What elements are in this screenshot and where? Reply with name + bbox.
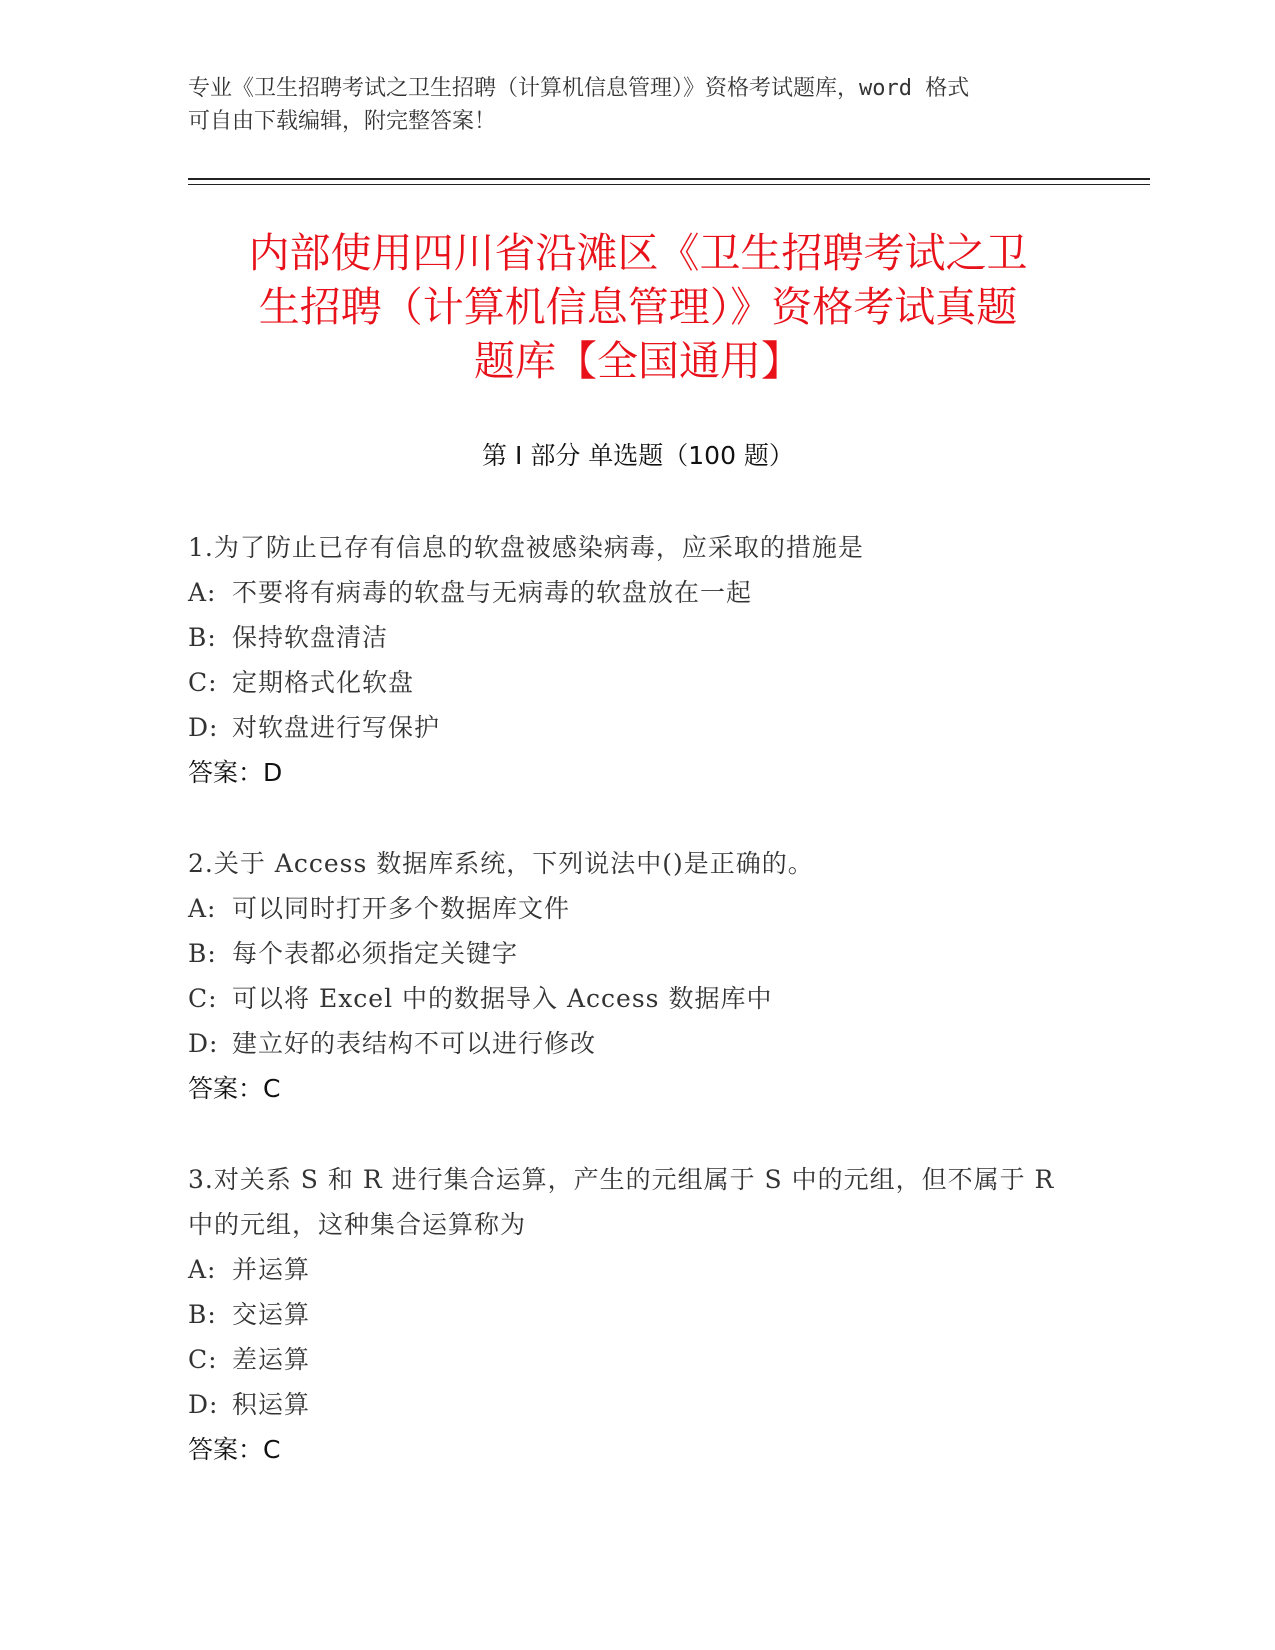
option-letter: D: [188, 713, 219, 742]
header-note-line-1: 专业《卫生招聘考试之卫生招聘（计算机信息管理）》资格考试题库，word 格式 [188, 76, 970, 101]
option-c [188, 1337, 1088, 1382]
option-text: 对软盘进行写保护 [232, 713, 441, 742]
option-letter: C: [188, 1345, 218, 1374]
option-letter: C: [188, 984, 218, 1013]
document-title-line-1: 内部使用四川省沿滩区《卫生招聘考试之卫 [248, 229, 1028, 277]
question-stem: 3.对关系 S 和 R 进行集合运算，产生的元组属于 S 中的元组，但不属于 R 中的元组，这种集合运算称为 [188, 1165, 1055, 1239]
option-letter: A: [188, 894, 217, 923]
option-text: 定期格式化软盘 [232, 668, 415, 697]
document-title-line-2: 生招聘（计算机信息管理）》资格考试真题 [258, 283, 1018, 331]
option-a [188, 570, 1088, 615]
option-text: 可以将 Excel 中的数据导入 Access 数据库中 [232, 984, 773, 1013]
option-text: 不要将有病毒的软盘与无病毒的软盘放在一起 [232, 578, 753, 607]
document-title-line-3: 题库【全国通用】 [474, 337, 802, 385]
option-d [188, 1382, 1088, 1427]
option-c [188, 976, 1088, 1021]
header-note-line-2: 可自由下载编辑，附完整答案！ [188, 109, 497, 134]
question-list [188, 525, 1088, 1518]
option-c [188, 660, 1088, 705]
document-title [188, 226, 1088, 388]
header-note [188, 72, 1088, 138]
question-3 [188, 1157, 1088, 1472]
option-letter: B: [188, 939, 217, 968]
option-text: 交运算 [232, 1300, 311, 1329]
option-letter: B: [188, 623, 217, 652]
option-b [188, 615, 1088, 660]
option-letter: C: [188, 668, 218, 697]
option-text: 积运算 [232, 1390, 311, 1419]
question-stem: 1.为了防止已存有信息的软盘被感染病毒，应采取的措施是 [188, 533, 864, 562]
answer: 答案：C [188, 1074, 281, 1103]
section-title: 第 I 部分 单选题（100 题） [482, 441, 794, 470]
option-text: 可以同时打开多个数据库文件 [232, 894, 571, 923]
option-a [188, 1247, 1088, 1292]
option-letter: B: [188, 1300, 217, 1329]
answer: 答案：D [188, 758, 283, 787]
answer: 答案：C [188, 1435, 281, 1464]
question-stem: 2.关于 Access 数据库系统，下列说法中()是正确的。 [188, 849, 814, 878]
header-divider-thin [188, 184, 1150, 185]
option-text: 建立好的表结构不可以进行修改 [232, 1029, 597, 1058]
question-1 [188, 525, 1088, 795]
option-b [188, 931, 1088, 976]
option-d [188, 705, 1088, 750]
option-text: 保持软盘清洁 [232, 623, 389, 652]
option-d [188, 1021, 1088, 1066]
option-b [188, 1292, 1088, 1337]
option-text: 每个表都必须指定关键字 [232, 939, 519, 968]
option-letter: A: [188, 1255, 217, 1284]
option-text: 差运算 [232, 1345, 311, 1374]
option-letter: D: [188, 1029, 219, 1058]
option-a [188, 886, 1088, 931]
option-letter: A: [188, 578, 217, 607]
question-2 [188, 841, 1088, 1111]
option-text: 并运算 [232, 1255, 311, 1284]
header-divider-thick [188, 178, 1150, 180]
option-letter: D: [188, 1390, 219, 1419]
